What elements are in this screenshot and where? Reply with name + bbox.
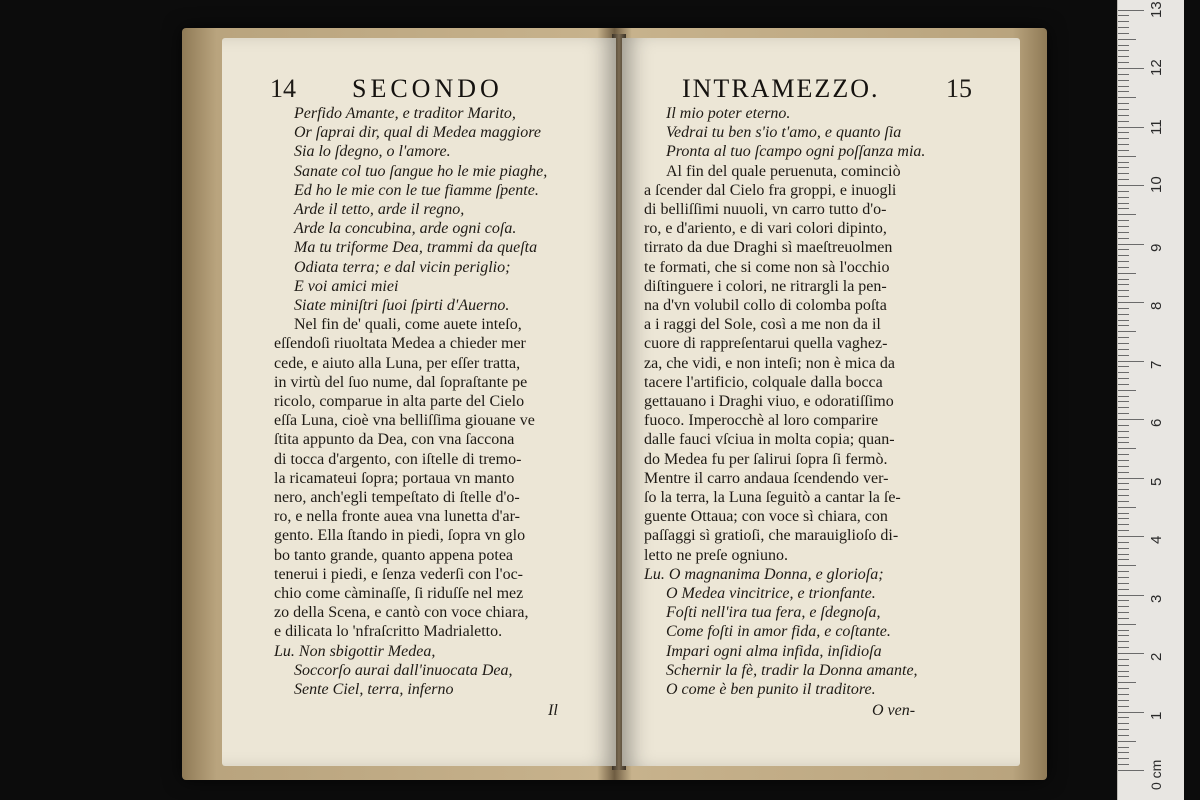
- ruler-tick: [1118, 343, 1129, 344]
- ruler-tick: [1118, 390, 1136, 391]
- ruler-tick: [1118, 712, 1144, 713]
- ruler-tick: [1118, 437, 1129, 438]
- text-line: ricolo, comparue in alta parte del Cielo: [274, 393, 525, 410]
- ruler-tick: [1118, 554, 1129, 555]
- text-line: E voi amici miei: [294, 277, 399, 295]
- ruler-tick: [1118, 45, 1129, 46]
- ruler-tick: [1118, 232, 1129, 233]
- text-line: Arde il tetto, arde il regno,: [294, 201, 465, 218]
- text-line: Mentre il carro andaua ſcendendo ver-: [644, 469, 889, 487]
- text-line: di tocca d'argento, con iſtelle di tremo-: [274, 450, 522, 468]
- ruler-tick: [1118, 156, 1136, 157]
- ruler-tick: [1118, 700, 1129, 701]
- ruler-tick: [1118, 33, 1129, 34]
- text-line: ro, e nella fronte auea vna lunetta d'ar-: [274, 508, 520, 526]
- ruler-tick: [1118, 706, 1129, 707]
- ruler-tick: [1118, 208, 1129, 209]
- ruler-tick: [1118, 162, 1129, 163]
- ruler-tick: [1118, 361, 1144, 362]
- text-line: Come foſti in amor fida, e coſtante.: [666, 623, 891, 641]
- ruler-tick: [1118, 448, 1136, 449]
- text-line: Lu. O magnanima Donna, e glorioſa;: [644, 565, 884, 583]
- ruler-tick: [1118, 197, 1129, 198]
- ruler-number: 9: [1148, 243, 1165, 252]
- text-line: eſſendoſi riuoltata Medea a chieder mer: [274, 335, 526, 353]
- ruler-tick: [1118, 325, 1129, 326]
- right-catchword: O ven-: [872, 702, 916, 719]
- ruler-tick: [1118, 261, 1129, 262]
- text-line: Soccorſo aurai dall'inuocata Dea,: [294, 661, 513, 679]
- ruler-tick: [1118, 577, 1129, 578]
- text-line: diſtinguere i colori, ne ritrargli la pen-: [644, 277, 887, 295]
- text-line: ſo la terra, la Luna ſeguitò a cantar la ſe-: [644, 489, 901, 506]
- text-line: te formati, che si come non sà l'occhio: [644, 258, 890, 276]
- text-line: Perfido Amante, e traditor Marito,: [294, 105, 516, 122]
- ruler-tick: [1118, 214, 1136, 215]
- ruler-tick: [1118, 27, 1129, 28]
- text-line: Sanate col tuo ſangue ho le mie piaghe,: [294, 162, 548, 180]
- ruler-tick: [1118, 121, 1129, 122]
- ruler-tick: [1118, 279, 1129, 280]
- text-line: Vedrai tu ben s'io t'amo, e quanto ſia: [666, 124, 902, 142]
- ruler-tick: [1118, 138, 1129, 139]
- ruler-number: 5: [1148, 477, 1165, 486]
- ruler-tick: [1118, 548, 1129, 549]
- ruler-number: 10: [1148, 176, 1165, 193]
- ruler-tick: [1118, 366, 1129, 367]
- ruler-tick: [1118, 466, 1129, 467]
- ruler-tick: [1118, 536, 1144, 537]
- ruler-tick: [1118, 624, 1136, 625]
- ruler-tick: [1118, 460, 1129, 461]
- ruler-tick: [1118, 442, 1129, 443]
- ruler-tick: [1118, 472, 1129, 473]
- ruler-tick: [1118, 524, 1129, 525]
- ruler-tick: [1118, 542, 1129, 543]
- ruler-tick: [1118, 676, 1129, 677]
- ruler-number: 1: [1148, 711, 1165, 720]
- ruler-tick: [1118, 431, 1129, 432]
- ruler-tick: [1118, 419, 1144, 420]
- ruler-tick: [1118, 115, 1129, 116]
- ruler-tick: [1118, 314, 1129, 315]
- ruler-tick: [1118, 530, 1129, 531]
- ruler-tick: [1118, 109, 1129, 110]
- left-page: [222, 38, 616, 766]
- ruler-tick: [1118, 565, 1136, 566]
- right-page: [622, 38, 1020, 766]
- ruler-tick: [1118, 741, 1136, 742]
- ruler-tick: [1118, 220, 1129, 221]
- ruler-tick: [1118, 723, 1129, 724]
- ruler-number: 3: [1148, 594, 1165, 603]
- text-line: tacere l'artificio, colquale dalla bocca: [644, 373, 883, 391]
- ruler-tick: [1118, 483, 1129, 484]
- text-line: bo tanto grande, quanto appena potea: [274, 546, 514, 564]
- text-line: Ma tu triforme Dea, trammi da queſta: [294, 239, 538, 257]
- ruler-tick: [1118, 407, 1129, 408]
- ruler-number: 11: [1148, 118, 1165, 135]
- ruler-tick: [1118, 150, 1129, 151]
- text-line: Arde la concubina, arde ogni coſa.: [294, 220, 517, 238]
- text-line: guente Ottaua; con voce sì chiara, con: [644, 508, 888, 526]
- text-line: Foſti nell'ira tua fera, e ſdegnoſa,: [666, 604, 881, 622]
- ruler-tick: [1118, 764, 1129, 765]
- ruler-tick: [1118, 747, 1129, 748]
- text-line: cede, e aiuto alla Luna, per eſſer tratta,: [274, 354, 521, 372]
- ruler-tick: [1118, 91, 1129, 92]
- ruler-tick: [1118, 103, 1129, 104]
- ruler-tick: [1118, 489, 1129, 490]
- ruler-tick: [1118, 589, 1129, 590]
- ruler-tick: [1118, 671, 1129, 672]
- ruler-tick: [1118, 267, 1129, 268]
- ruler-tick: [1118, 518, 1129, 519]
- ruler-tick: [1118, 97, 1136, 98]
- text-line: Nel fin de' quali, come auete inteſo,: [294, 316, 522, 334]
- ruler-tick: [1118, 641, 1129, 642]
- ruler-tick: [1118, 770, 1144, 771]
- ruler-number: 7: [1148, 360, 1165, 369]
- ruler-tick: [1118, 127, 1144, 128]
- text-line: chio come càminaſſe, ſi riduſſe nel mez: [274, 585, 524, 602]
- ruler-tick: [1118, 10, 1144, 11]
- ruler-tick: [1118, 290, 1129, 291]
- ruler-tick: [1118, 688, 1129, 689]
- ruler-tick: [1118, 583, 1129, 584]
- ruler-tick: [1118, 39, 1136, 40]
- ruler-number: 13: [1148, 0, 1165, 18]
- text-line: letto ne preſe ogniuno.: [644, 546, 788, 564]
- text-line: Impari ogni alma infida, inſidioſa: [666, 642, 882, 660]
- ruler-tick: [1118, 752, 1129, 753]
- text-line: do Medea fu per ſalirui ſopra ſi fermò.: [644, 450, 888, 468]
- ruler-unit-label: 0 cm: [1148, 759, 1164, 790]
- ruler-tick: [1118, 191, 1129, 192]
- ruler-tick: [1118, 513, 1129, 514]
- ruler-tick: [1118, 284, 1129, 285]
- ruler-tick: [1118, 507, 1136, 508]
- text-line: Pronta al tuo ſcampo ogni poſſanza mia.: [666, 143, 926, 161]
- ruler-tick: [1118, 454, 1129, 455]
- ruler-tick: [1118, 396, 1129, 397]
- text-line: nero, anch'egli tempeſtato di ſtelle d'o-: [274, 489, 520, 506]
- ruler-tick: [1118, 21, 1129, 22]
- ruler-tick: [1118, 647, 1129, 648]
- ruler-tick: [1118, 501, 1129, 502]
- ruler-tick: [1118, 86, 1129, 87]
- ruler-tick: [1118, 68, 1144, 69]
- ruler-tick: [1118, 618, 1129, 619]
- ruler-tick: [1118, 337, 1129, 338]
- ruler-tick: [1118, 302, 1144, 303]
- text-line: dalle fauci vſciua in molta copia; quan-: [644, 431, 895, 449]
- text-line: Sia lo ſdegno, o l'amore.: [294, 143, 451, 161]
- ruler-tick: [1118, 653, 1144, 654]
- text-line: la ricamateui ſopra; portaua vn manto: [274, 469, 515, 487]
- text-line: Il mio poter eterno.: [666, 105, 791, 122]
- ruler-tick: [1118, 320, 1129, 321]
- ruler-tick: [1118, 203, 1129, 204]
- text-line: Siate miniſtri ſuoi ſpirti d'Auerno.: [294, 297, 510, 314]
- ruler-tick: [1118, 144, 1129, 145]
- text-line: Schernir la fè, tradir la Donna amante,: [666, 661, 918, 679]
- ruler-tick: [1118, 80, 1129, 81]
- ruler-tick: [1118, 185, 1144, 186]
- ruler-tick: [1118, 179, 1129, 180]
- text-line: paſſaggi sì gratioſi, che marauiglioſo di-: [644, 527, 899, 545]
- ruler-tick: [1118, 735, 1129, 736]
- ruler-tick: [1118, 413, 1129, 414]
- ruler-tick: [1118, 606, 1129, 607]
- text-line: e dilicata lo 'nfraſcritto Madrialetto.: [274, 623, 503, 641]
- text-line: tenerui i piedi, e ſenza vederſi con l'oc-: [274, 565, 523, 583]
- ruler-tick: [1118, 635, 1129, 636]
- ruler-number: 12: [1148, 59, 1165, 76]
- ruler-tick: [1118, 349, 1129, 350]
- ruler-tick: [1118, 226, 1129, 227]
- ruler-tick: [1118, 729, 1129, 730]
- left-page-number: 14: [270, 74, 296, 103]
- ruler-tick: [1118, 717, 1129, 718]
- text-line: za, che vidi, e non inteſi; non è mica da: [644, 354, 896, 372]
- text-line: Or ſaprai dir, qual di Medea maggiore: [294, 124, 541, 142]
- text-line: Odiata terra; e dal vicin periglio;: [294, 258, 511, 276]
- text-line: a ſcender dal Cielo fra groppi, e inuogli: [644, 181, 897, 199]
- ruler-tick: [1118, 15, 1129, 16]
- ruler-number: 4: [1148, 535, 1165, 544]
- text-line: a i raggi del Sole, così a me non da il: [644, 316, 881, 334]
- text-line: in virtù del ſuo nume, dal ſopraſtante pe: [274, 373, 528, 391]
- ruler-tick: [1118, 401, 1129, 402]
- text-line: na d'vn volubil collo di colomba poſta: [644, 297, 887, 314]
- text-line: O come è ben punito il traditore.: [666, 681, 876, 698]
- ruler-tick: [1118, 372, 1129, 373]
- ruler-tick: [1118, 478, 1144, 479]
- text-line: Al fin del quale peruenuta, cominciò: [666, 162, 901, 180]
- ruler-tick: [1118, 425, 1129, 426]
- text-line: cuore di rappreſentarui quella vaghez-: [644, 335, 888, 353]
- left-catchword: Il: [548, 702, 558, 719]
- text-line: ſtita appunto da Dea, con vna ſaccona: [274, 431, 515, 449]
- ruler-tick: [1118, 244, 1144, 245]
- ruler-tick: [1118, 612, 1129, 613]
- ruler-tick: [1118, 600, 1129, 601]
- ruler-tick: [1118, 659, 1129, 660]
- ruler-tick: [1118, 56, 1129, 57]
- text-line: tirrato da due Draghi sì maeſtreuolmen: [644, 239, 893, 257]
- ruler-tick: [1118, 694, 1129, 695]
- ruler-tick: [1118, 559, 1129, 560]
- ruler-tick: [1118, 173, 1129, 174]
- ruler-tick: [1118, 132, 1129, 133]
- text-line: Ed ho le mie con le tue fiamme ſpente.: [294, 181, 539, 199]
- text-line: di belliſſimi nuuoli, vn carro tutto d'o-: [644, 201, 887, 218]
- text-line: Sente Ciel, terra, inferno: [294, 681, 454, 698]
- ruler-tick: [1118, 378, 1129, 379]
- ruler-tick: [1118, 255, 1129, 256]
- ruler-tick: [1118, 331, 1136, 332]
- ruler-tick: [1118, 571, 1129, 572]
- ruler-tick: [1118, 758, 1129, 759]
- ruler-tick: [1118, 665, 1129, 666]
- ruler-tick: [1118, 495, 1129, 496]
- ruler-tick: [1118, 167, 1129, 168]
- ruler-tick: [1118, 308, 1129, 309]
- text-line: eſſa Luna, cioè vna belliſſima giouane ve: [274, 412, 535, 430]
- measurement-ruler: [1117, 0, 1184, 800]
- ruler-tick: [1118, 682, 1136, 683]
- text-line: Lu. Non sbigottir Medea,: [274, 642, 436, 660]
- ruler-tick: [1118, 630, 1129, 631]
- ruler-tick: [1118, 238, 1129, 239]
- ruler-tick: [1118, 74, 1129, 75]
- text-line: O Medea vincitrice, e trionfante.: [666, 585, 876, 602]
- ruler-number: 6: [1148, 418, 1165, 427]
- ruler-tick: [1118, 296, 1129, 297]
- ruler-tick: [1118, 595, 1144, 596]
- text-line: ro, e d'ariento, e di vari colori dipinto,: [644, 220, 887, 238]
- right-page-number: 15: [946, 74, 972, 103]
- right-running-head: INTRAMEZZO.: [682, 74, 880, 103]
- text-line: fuoco. Imperocchè al loro comparire: [644, 412, 879, 430]
- ruler-tick: [1118, 249, 1129, 250]
- ruler-tick: [1118, 62, 1129, 63]
- text-line: gettauano i Draghi viuo, e odoratiſſimo: [644, 393, 894, 410]
- ruler-tick: [1118, 50, 1129, 51]
- ruler-tick: [1118, 355, 1129, 356]
- ruler-number: 8: [1148, 301, 1165, 310]
- ruler-number: 2: [1148, 652, 1165, 661]
- left-running-head: SECONDO: [352, 74, 503, 103]
- text-line: gento. Ella ſtando in piedi, ſopra vn glo: [274, 527, 526, 545]
- ruler-tick: [1118, 384, 1129, 385]
- ruler-tick: [1118, 273, 1136, 274]
- text-line: zo della Scena, e cantò con voce chiara,: [274, 604, 529, 622]
